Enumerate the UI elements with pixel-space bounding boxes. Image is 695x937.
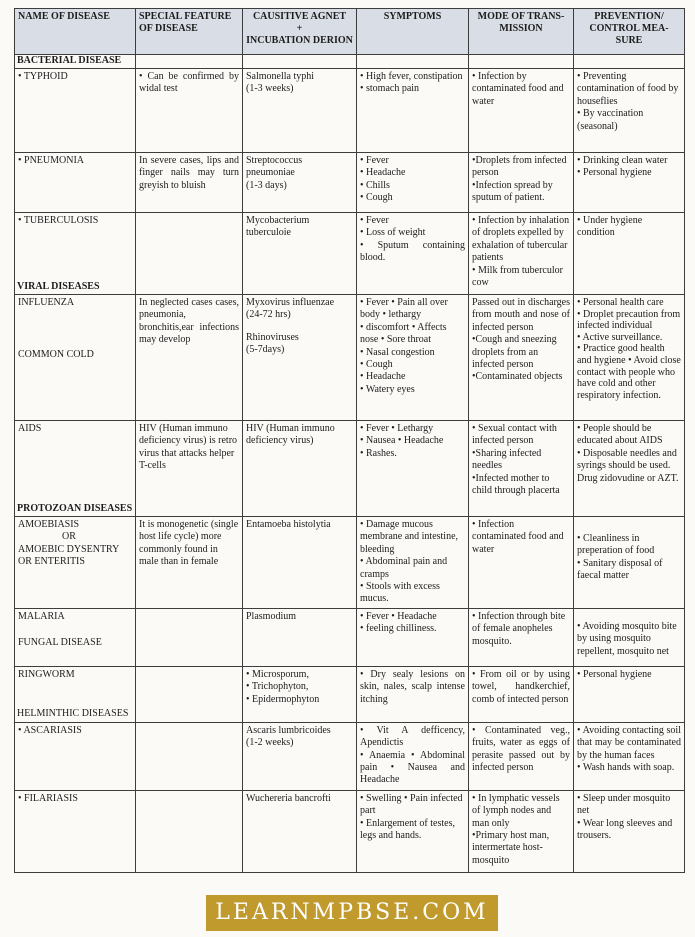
ascariasis-symptom: • Vit A defficency, Apendictis bbox=[360, 724, 465, 749]
ringworm-agent: • Microsporum, bbox=[246, 668, 309, 680]
influenza-symptom: • Nasal congestion bbox=[360, 346, 435, 358]
pneumonia-symptom: • Fever bbox=[360, 155, 389, 166]
ringworm-name-cell bbox=[15, 666, 136, 722]
tuberculosis-name: • TUBERCULOSIS bbox=[18, 215, 99, 226]
aids-transmission-cell bbox=[469, 421, 574, 517]
ringworm-name: RINGWORM bbox=[18, 668, 75, 680]
tuberculosis-name-cell bbox=[15, 213, 136, 295]
pneumonia-symptom: • Headache bbox=[360, 167, 406, 179]
malaria-symptom: • feeling chilliness. bbox=[360, 623, 437, 635]
section-label-viral: VIRAL DISEASES bbox=[17, 280, 100, 292]
tuberculosis-symptom: • Sputum containing blood. bbox=[360, 239, 465, 264]
tuberculosis-transmission-cell bbox=[469, 213, 574, 295]
typhoid-symptom: • High fever, constipation bbox=[360, 71, 463, 82]
filariasis-name: • FILARIASIS bbox=[15, 790, 136, 872]
header-feature: SPECIAL FEATURE OF DISEASE bbox=[136, 9, 243, 55]
aids-name-cell bbox=[15, 421, 136, 517]
learnmpbse-logo[interactable]: LEARNMPBSE.COM bbox=[206, 895, 498, 931]
filariasis-transmission: • In lymphatic vessels of lymph nodes and man only bbox=[472, 792, 560, 829]
tuberculosis-transmission: • Infection by inhalation of droplets expelled by exhalation of tubercular patients bbox=[472, 215, 570, 264]
filariasis-prevention: • Sleep under mosquito net bbox=[577, 792, 671, 817]
pneumonia-transmission: •Infection spread by sputum of patient. bbox=[472, 179, 553, 204]
pneumonia-transmission: •Droplets from infected person bbox=[472, 155, 567, 179]
ascariasis-symptom: • Anaemia • Abdominal pain • Nausea and Headache bbox=[360, 749, 465, 786]
row-malaria bbox=[15, 608, 685, 666]
ascariasis-agent: Ascaris lumbricoides bbox=[246, 724, 331, 736]
row-ringworm bbox=[15, 666, 685, 722]
influenza-name-cell bbox=[15, 295, 136, 421]
amoebiasis-symptom: • Abdominal pain and cramps bbox=[360, 556, 448, 580]
typhoid-agent-cell bbox=[243, 69, 357, 153]
row-aids bbox=[15, 421, 685, 517]
influenza-symptom: • Cough bbox=[360, 359, 393, 371]
aids-name: AIDS bbox=[18, 423, 42, 434]
ascariasis-agent-cell bbox=[243, 722, 357, 790]
influenza-symptoms-cell bbox=[357, 295, 469, 421]
row-typhoid bbox=[15, 69, 685, 153]
malaria-agent: Plasmodium bbox=[243, 608, 357, 666]
influenza-agent: Myxovirus influenzae bbox=[246, 297, 335, 308]
amoebiasis-name: AMOEBIASIS bbox=[18, 519, 80, 530]
section-label-helminthic: HELMINTHIC DISEASES bbox=[17, 708, 129, 720]
row-influenza bbox=[15, 295, 685, 421]
amoebiasis-symptom: • Stools with excess mucus. bbox=[360, 581, 440, 605]
filariasis-symptoms-cell bbox=[357, 790, 469, 872]
influenza-transmission: Passed out in discharges from mouth and nose of infected person bbox=[472, 297, 570, 333]
malaria-prevention: • Avoiding mosquito bite by using mosquito repellent, mosquito net bbox=[577, 620, 677, 657]
aids-feature: HIV (Human immuno deficiency virus) is retro virus that attacks helper T-cells bbox=[136, 421, 243, 517]
aids-symptom: • Fever • Lethargy bbox=[360, 423, 434, 434]
influenza-transmission: •Cough and sneezing droplets from an infected person bbox=[472, 334, 557, 371]
influenza-prevention: • Practice good health and hygiene • Avoid close contact with people who have cold and other respiratory infection. bbox=[577, 343, 681, 401]
typhoid-transmission: • Infection by contaminated food and water bbox=[469, 69, 574, 153]
amoebiasis-prevention: • Cleanliness in preperation of food bbox=[577, 533, 655, 557]
influenza-prevention: • Active surveillance. bbox=[577, 331, 663, 343]
tuberculosis-agent: Mycobacterium tuberculoie bbox=[243, 213, 357, 295]
ascariasis-prevention: • Avoiding contacting soil that may be contaminated by the human faces bbox=[577, 724, 681, 761]
aids-agent: HIV (Human immuno deficiency virus) bbox=[243, 421, 357, 517]
tuberculosis-transmission: • Milk from tuberculor cow bbox=[472, 264, 563, 289]
malaria-name-cell bbox=[15, 608, 136, 666]
ringworm-agent: • Epidermophyton bbox=[246, 693, 320, 705]
amoebiasis-prevention: • Sanitary disposal of faecal matter bbox=[577, 557, 663, 582]
pneumonia-incubation: (1-3 days) bbox=[246, 179, 287, 191]
influenza-name: INFLUENZA bbox=[18, 297, 75, 308]
common-cold-name: COMMON COLD bbox=[18, 349, 94, 361]
amoebiasis-prevention-cell bbox=[574, 517, 685, 609]
row-pneumonia bbox=[15, 153, 685, 213]
influenza-feature: In neglected cases cases, pneumonia, bronchitis,ear infections may develop bbox=[136, 295, 243, 421]
tuberculosis-symptom: • Fever bbox=[360, 215, 389, 226]
amoebiasis-or: OR bbox=[62, 531, 76, 543]
pneumonia-symptom: • Chills bbox=[360, 179, 390, 191]
filariasis-prevention: • Wear long sleeves and trousers. bbox=[577, 817, 673, 842]
typhoid-symptoms-cell bbox=[357, 69, 469, 153]
ascariasis-prevention-cell bbox=[574, 722, 685, 790]
filariasis-transmission-cell bbox=[469, 790, 574, 872]
typhoid-name: • TYPHOID bbox=[15, 69, 136, 153]
amoebiasis-symptom: • Damage mucous membrane and intestine, bleeding bbox=[360, 519, 459, 555]
influenza-incubation: (24-72 hrs) bbox=[246, 309, 291, 321]
section-label-bacterial: BACTERIAL DISEASE bbox=[15, 55, 136, 69]
ringworm-agent: • Trichophyton, bbox=[246, 681, 309, 693]
ringworm-prevention: • Personal hygiene bbox=[574, 666, 685, 722]
amoebiasis-symptoms-cell bbox=[357, 517, 469, 609]
typhoid-agent: Salmonella typhi bbox=[246, 71, 315, 82]
row-ascariasis bbox=[15, 722, 685, 790]
header-agent-label: CAUSITIVE AGNET bbox=[252, 11, 347, 22]
ringworm-transmission: • From oil or by using towel, handkerchief, comb of intected person bbox=[469, 666, 574, 722]
amoebiasis-name-cell bbox=[15, 517, 136, 609]
ascariasis-transmission: • Contaminated veg., fruits, water as eggs of perasite passed out by infected person bbox=[469, 722, 574, 790]
tuberculosis-symptom: • Loss of weight bbox=[360, 227, 426, 239]
section-row-bacterial bbox=[15, 55, 685, 69]
row-amoebiasis bbox=[15, 517, 685, 609]
common-cold-agent: Rhinoviruses bbox=[246, 331, 299, 343]
typhoid-prevention: • By vaccination (seasonal) bbox=[577, 108, 644, 132]
influenza-prevention-cell bbox=[574, 295, 685, 421]
disease-table-sheet bbox=[14, 8, 684, 878]
section-label-fungal: FUNGAL DISEASE bbox=[18, 637, 102, 649]
ascariasis-incubation: (1-2 weeks) bbox=[246, 737, 294, 749]
pneumonia-name: • PNEUMONIA bbox=[15, 153, 136, 213]
common-cold-incubation: (5-7days) bbox=[246, 344, 285, 356]
tuberculosis-symptoms-cell bbox=[357, 213, 469, 295]
filariasis-prevention-cell bbox=[574, 790, 685, 872]
amoebiasis-feature: It is monogenetic (single host life cycle) more commonly found in male than in female bbox=[136, 517, 243, 609]
aids-symptom: • Rashes. bbox=[360, 447, 397, 459]
aids-prevention-cell bbox=[574, 421, 685, 517]
influenza-prevention: • Droplet precaution from infected individual bbox=[577, 308, 681, 332]
typhoid-symptom: • stomach pain bbox=[360, 83, 420, 95]
filariasis-symptom: • Swelling • Pain infected part bbox=[360, 792, 463, 817]
aids-symptoms-cell bbox=[357, 421, 469, 517]
ringworm-symptoms: • Dry sealy lesions on skin, nales, scalp intense itching bbox=[357, 666, 469, 722]
pneumonia-symptoms-cell bbox=[357, 153, 469, 213]
typhoid-prevention-cell bbox=[574, 69, 685, 153]
pneumonia-prevention: • Personal hygiene bbox=[577, 167, 652, 179]
malaria-prevention-cell bbox=[574, 608, 685, 666]
ascariasis-name: • ASCARIASIS bbox=[15, 722, 136, 790]
aids-transmission: • Sexual contact with infected person bbox=[472, 423, 557, 447]
disease-table bbox=[14, 8, 685, 873]
malaria-transmission: • Infection through bite of female anopheles mosquito. bbox=[469, 608, 574, 666]
header-row bbox=[15, 9, 685, 55]
header-prevention: PREVENTION/ CONTROL MEA-SURE bbox=[574, 9, 685, 55]
aids-transmission: •Infected mother to child through placerta bbox=[472, 472, 560, 497]
typhoid-prevention: • Preventing contamination of food by houseflies bbox=[577, 71, 679, 107]
section-label-protozoan: PROTOZOAN DISEASES bbox=[17, 502, 133, 514]
filariasis-symptom: • Enlargement of testes, legs and hands. bbox=[360, 817, 455, 842]
pneumonia-prevention: • Drinking clean water bbox=[577, 155, 668, 166]
influenza-prevention: • Personal health care bbox=[577, 297, 664, 308]
influenza-symptom: • Fever • Pain all over body • lethargy bbox=[360, 297, 448, 321]
aids-prevention: • People should be educated about AIDS bbox=[577, 423, 663, 447]
pneumonia-agent: Streptococcus pneumoniae bbox=[246, 155, 303, 179]
malaria-symptoms-cell bbox=[357, 608, 469, 666]
header-transmission: MODE OF TRANS-MISSION bbox=[469, 9, 574, 55]
influenza-symptom: • discomfort • Affects nose • Sore throat bbox=[360, 321, 447, 346]
typhoid-incubation: (1-3 weeks) bbox=[246, 83, 294, 95]
pneumonia-agent-cell bbox=[243, 153, 357, 213]
aids-transmission: •Sharing infected needles bbox=[472, 447, 542, 472]
ascariasis-prevention: • Wash hands with soap. bbox=[577, 762, 675, 774]
pneumonia-symptom: • Cough bbox=[360, 192, 393, 204]
filariasis-transmission: •Primary host man, intermertate host-mosquito bbox=[472, 830, 550, 866]
amoebic-dysentry-name: AMOEBIC DYSENTRY OR ENTERITIS bbox=[18, 543, 120, 568]
influenza-transmission: •Contaminated objects bbox=[472, 371, 563, 383]
aids-symptom: • Nausea • Headache bbox=[360, 435, 444, 447]
influenza-transmission-cell bbox=[469, 295, 574, 421]
malaria-name: MALARIA bbox=[18, 610, 65, 622]
ascariasis-symptoms-cell bbox=[357, 722, 469, 790]
header-symptoms: SYMPTOMS bbox=[357, 9, 469, 55]
pneumonia-prevention-cell bbox=[574, 153, 685, 213]
header-incubation-label: INCUBATION DERION bbox=[246, 35, 353, 46]
amoebiasis-transmission: • Infection contaminated food and water bbox=[469, 517, 574, 609]
pneumonia-feature: In severe cases, lips and finger nails may turn greyish to bluish bbox=[136, 153, 243, 213]
row-tuberculosis bbox=[15, 213, 685, 295]
header-agent-plus: + bbox=[296, 23, 303, 34]
pneumonia-transmission-cell bbox=[469, 153, 574, 213]
amoebiasis-agent: Entamoeba histolytia bbox=[243, 517, 357, 609]
row-filariasis bbox=[15, 790, 685, 872]
influenza-agent-cell bbox=[243, 295, 357, 421]
tuberculosis-prevention: • Under hygiene condition bbox=[574, 213, 685, 295]
filariasis-agent: Wuchereria bancrofti bbox=[243, 790, 357, 872]
header-disease: NAME OF DISEASE bbox=[15, 9, 136, 55]
ringworm-agent-cell bbox=[243, 666, 357, 722]
influenza-symptom: • Watery eyes bbox=[360, 383, 415, 395]
influenza-symptom: • Headache bbox=[360, 371, 406, 383]
aids-prevention: • Disposable needles and syrings should be used. Drug zidovudine or AZT. bbox=[577, 447, 679, 484]
header-agent bbox=[243, 9, 357, 55]
typhoid-feature: • Can be confirmed by widal test bbox=[136, 69, 243, 153]
malaria-symptom: • Fever • Headache bbox=[360, 610, 437, 622]
